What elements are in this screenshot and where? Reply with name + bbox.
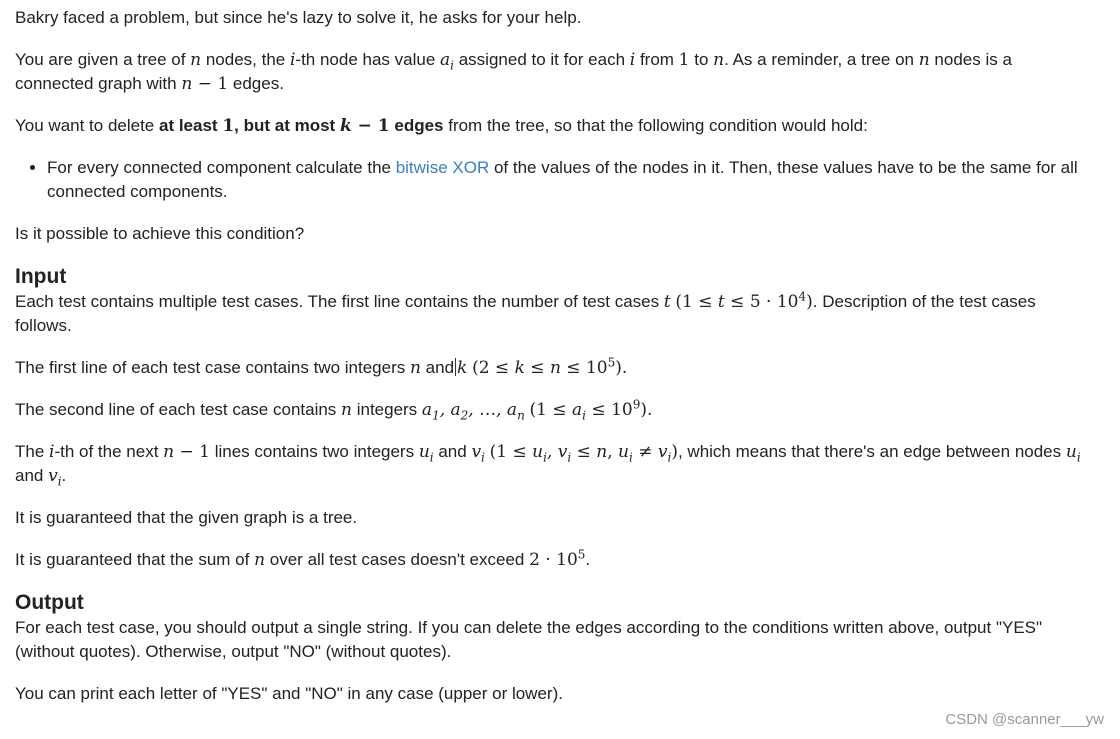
output-paragraph: For each test case, you should output a single string. If you can delete the edges according to the conditions written above, output "YES" (without quotes). Otherwise, output "NO" (without quotes).: [15, 618, 1043, 661]
output-heading: Output: [15, 591, 84, 614]
sum-guarantee-paragraph: It is guaranteed that the sum of n over all test cases doesn't exceed $2 \cdot 10^5$.: [15, 547, 591, 570]
tree-description-paragraph: You are given a tree of n nodes, the i-th node has value $a_i$ assigned to it for each i from 1 to n. As a reminder, a tree on n nodes is a connected graph with n − 1 edges.: [15, 50, 1012, 94]
input-edges-paragraph: The i-th of the next n − 1 lines contains two integers $u_i$ and $v_i$ ($1 \le u_i$, $v_i \le n$, $u_i \ne v_i$), which means that there's an edge between nodes $u_i$ and $v_i$.: [15, 442, 1081, 489]
delete-edges-paragraph: You want to delete at least 1, but at most k − 1 edges from the tree, so that the following condition would hold:: [15, 116, 868, 136]
input-test-cases-paragraph: Each test contains multiple test cases. The first line contains the number of test cases t $(1 \le t \le 5 \cdot 10^4)$. Description of the test cases follows.: [15, 289, 1036, 335]
text-cursor: [455, 358, 456, 376]
intro-paragraph: Bakry faced a problem, but since he's lazy to solve it, he asks for your help.: [15, 8, 582, 27]
bitwise-xor-link[interactable]: bitwise XOR: [395, 158, 490, 177]
list-item: • For every connected component calculate the bitwise XOR of the values of the nodes in it. Then, these values have to be the same for all connected components.: [47, 156, 1095, 204]
input-heading: Input: [15, 265, 67, 288]
output-case-paragraph: You can print each letter of "YES" and "NO" in any case (upper or lower).: [15, 684, 563, 703]
question-paragraph: Is it possible to achieve this condition?: [15, 224, 305, 243]
input-first-line-paragraph: The first line of each test case contains two integers n and k $(2 \le k \le n \le 10^5)$.: [15, 355, 628, 378]
csdn-watermark: CSDN @scanner___yw: [945, 711, 1104, 728]
condition-list: [15, 156, 1095, 204]
input-second-line-paragraph: The second line of each test case contains n integers $a_1$, $a_2$, …, $a_n$ $(1 \le a_i \le 10^9)$.: [15, 397, 653, 423]
tree-guarantee-paragraph: It is guaranteed that the given graph is a tree.: [15, 508, 358, 527]
problem-statement: [15, 6, 1095, 724]
